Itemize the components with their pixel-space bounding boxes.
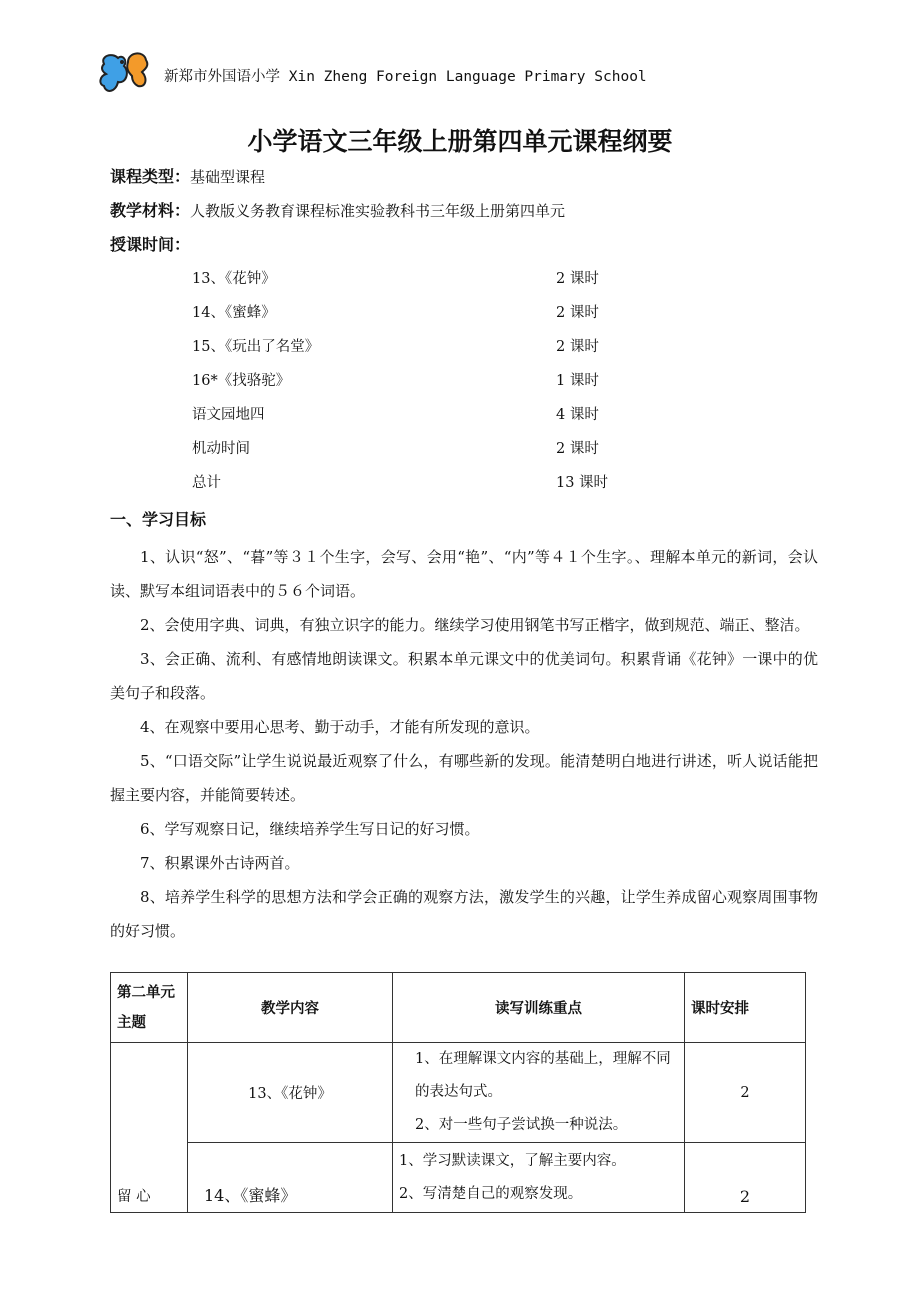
schedule-lesson: 总计 (192, 475, 221, 491)
course-type (110, 167, 265, 187)
objective-item: 3、会正确、流利、有感情地朗读课文。积累本单元课文中的优美词句。积累背诵《花钟》一课中的优美句子和段落。 (110, 650, 818, 702)
schedule-lesson: 13、《花钟》 (192, 271, 276, 287)
content-cell: 13、《花钟》 (188, 1043, 393, 1143)
schedule-hours: 2 课时 (556, 441, 599, 457)
schedule-lesson: 15、《玩出了名堂》 (192, 339, 320, 355)
course-type-label: 课程类型： (110, 167, 191, 186)
schedule-lesson: 16*《找骆驼》 (192, 373, 291, 389)
objective-item: 2、会使用字典、词典，有独立识字的能力。继续学习使用钢笔书写正楷字，做到规范、端正、整洁。 (140, 616, 810, 634)
point-item: 1、学习默读课文，了解主要内容。 (399, 1152, 626, 1169)
teaching-time (110, 235, 190, 255)
objective-item: 6、学写观察日记，继续培养学生写日记的好习惯。 (140, 820, 480, 838)
content-cell: 14、《蜜蜂》 (188, 1143, 393, 1213)
schedule-hours: 4 课时 (556, 407, 599, 423)
schedule-hours: 13 课时 (556, 475, 609, 491)
school-logo-icon (98, 50, 152, 100)
schedule-hours: 2 课时 (556, 339, 599, 355)
course-type-value: 基础型课程 (190, 168, 266, 186)
unit-table (110, 972, 806, 1213)
objective-item: 5、“口语交际”让学生说说最近观察了什么，有哪些新的发现。能清楚明白地进行讲述，听人说话能把握主要内容，并能简要转述。 (110, 752, 818, 804)
schedule-hours: 2 课时 (556, 271, 599, 287)
header-theme: 第二单元主题 (111, 973, 188, 1043)
schedule-hours: 2 课时 (556, 305, 599, 321)
header-content: 教学内容 (188, 973, 393, 1043)
section-heading: 一、学习目标 (110, 510, 207, 529)
material-value: 人教版义务教育课程标准实验教科书三年级上册第四单元 (190, 202, 566, 220)
objective-item: 1、认识“怒”、“暮”等３１个生字，会写、会用“艳”、“内”等４１个生字。、理解本单元的新词，会认读、默写本组词语表中的５６个词语。 (110, 548, 818, 600)
table-row (111, 1043, 806, 1143)
point-item: 2、对一些句子尝试换一种说法。 (415, 1117, 628, 1133)
hours-cell: 2 (685, 1143, 806, 1213)
schedule-lesson: 14、《蜜蜂》 (192, 305, 276, 321)
time-label: 授课时间： (110, 235, 191, 254)
points-cell (393, 1043, 685, 1143)
objective-item: 7、积累课外古诗两首。 (140, 854, 300, 872)
theme-cell: 留 心 (111, 1043, 188, 1213)
hours-cell: 2 (685, 1043, 806, 1143)
schedule-lesson: 语文园地四 (192, 407, 265, 423)
point-item: 2、写清楚自己的观察发现。 (399, 1185, 583, 1202)
header-points: 读写训练重点 (393, 973, 685, 1043)
schedule-lesson: 机动时间 (192, 441, 250, 457)
point-item: 1、在理解课文内容的基础上，理解不同的表达句式。 (415, 1051, 671, 1100)
header-hours: 课时安排 (685, 973, 806, 1043)
teaching-material (110, 201, 565, 221)
table-row (111, 1143, 806, 1213)
document-title: 小学语文三年级上册第四单元课程纲要 (247, 127, 673, 156)
schedule-hours: 1 课时 (556, 373, 599, 389)
school-name: 新郑市外国语小学 Xin Zheng Foreign Language Primary School (164, 68, 647, 85)
objectives-list (110, 540, 818, 948)
objective-item: 4、在观察中要用心思考、勤于动手，才能有所发现的意识。 (140, 718, 540, 736)
table-header-row (111, 973, 806, 1043)
material-label: 教学材料： (110, 201, 191, 220)
objective-item: 8、培养学生科学的思想方法和学会正确的观察方法，激发学生的兴趣，让学生养成留心观察周围事物的好习惯。 (110, 888, 818, 940)
points-cell (393, 1143, 685, 1213)
letterhead (98, 50, 647, 100)
